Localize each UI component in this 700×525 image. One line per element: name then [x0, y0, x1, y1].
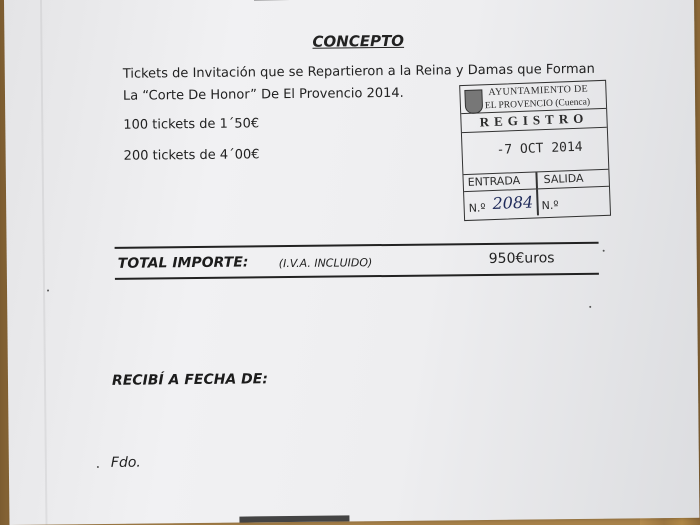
stamp-divider — [535, 172, 537, 188]
stamp-divider — [536, 189, 538, 215]
total-amount: 950€uros — [488, 250, 555, 267]
bottom-edge-mark — [239, 515, 349, 522]
stamp-number-label-entrada: N.º — [468, 201, 486, 215]
ticket-item-2: 200 tickets de 4´00€ — [123, 147, 260, 164]
stamp-number-row — [464, 187, 610, 218]
total-importe-label: TOTAL IMPORTE: — [117, 254, 249, 272]
total-bottom-rule — [115, 273, 599, 280]
stamp-registro-title: REGISTRO — [461, 108, 607, 133]
stamp-handwritten-number: 2084 — [492, 192, 534, 214]
paper-speck — [47, 290, 49, 292]
ticket-item-1: 100 tickets de 1´50€ — [123, 116, 260, 133]
total-top-rule — [115, 242, 599, 249]
stamp-date: -7 OCT 2014 — [496, 139, 583, 158]
stamp-salida-label: SALIDA — [543, 171, 584, 187]
description-line-2: La “Corte De Honor” De El Provencio 2014. — [122, 85, 404, 104]
paper-speck — [603, 250, 605, 252]
stamp-number-label-salida: N.º — [541, 198, 559, 213]
description-line-1: Tickets de Invitación que se Repartieron a la Reina y Damas que Forman — [122, 61, 595, 82]
stamp-ayuntamiento: AYUNTAMIENTO DE — [488, 83, 589, 99]
coat-of-arms-icon — [464, 89, 483, 114]
registry-stamp — [459, 80, 611, 221]
stamp-municipality: EL PROVENCIO (Cuenca) — [484, 97, 591, 112]
signature-label: Fdo. — [110, 454, 141, 471]
paper-speck — [97, 466, 99, 468]
paper-speck — [589, 306, 591, 308]
concepto-heading: CONCEPTO — [312, 31, 405, 51]
stamp-entrada-label: ENTRADA — [467, 174, 521, 189]
iva-note: (I.V.A. INCLUIDO) — [278, 256, 373, 271]
paper-fold — [40, 0, 47, 525]
document-page — [4, 0, 699, 525]
received-date-label: RECIBÍ A FECHA DE: — [111, 371, 268, 389]
